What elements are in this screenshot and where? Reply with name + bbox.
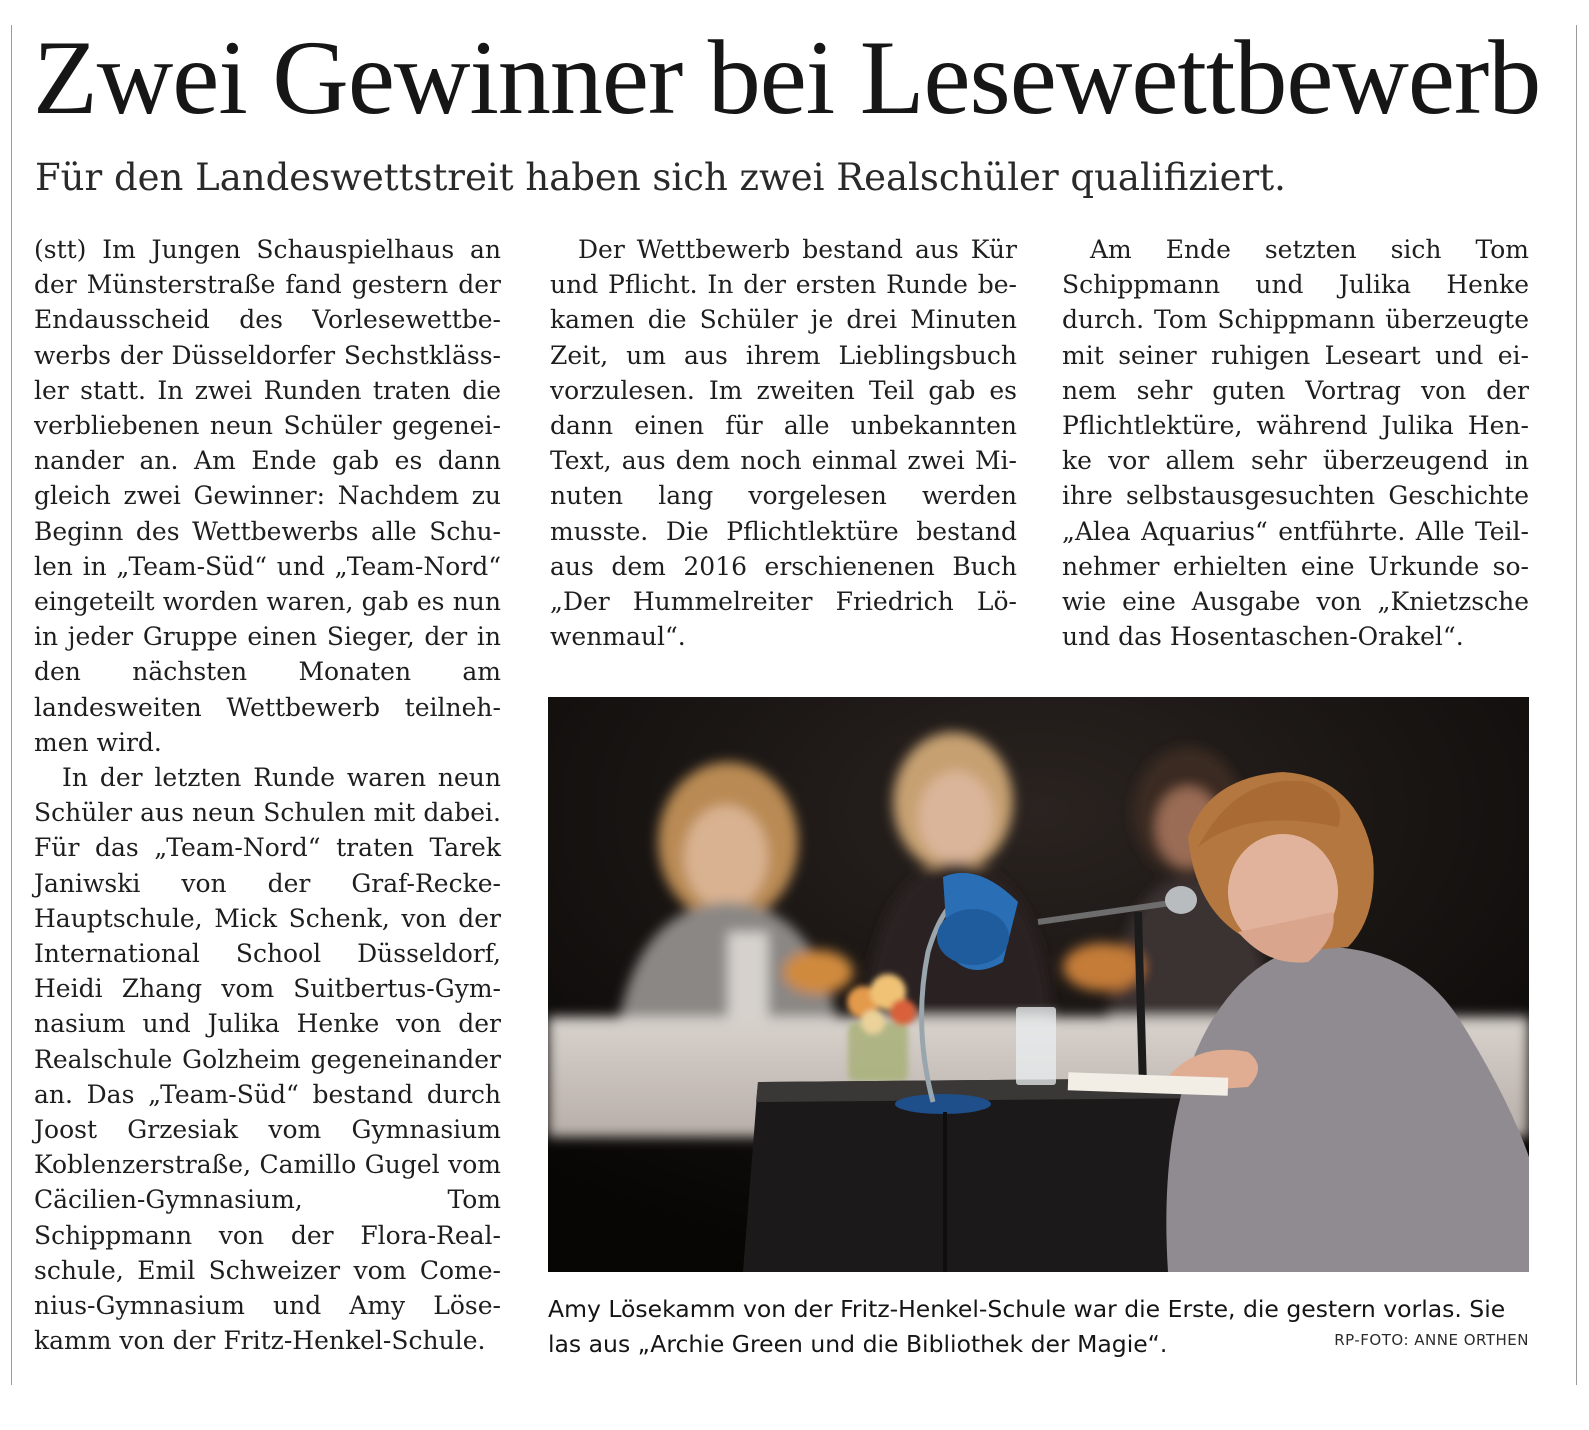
left-column-rule [11, 25, 12, 1385]
flower-vase [847, 974, 916, 1082]
paragraph-1: (stt) Im Jungen Schauspielhaus an der Münsterstraße fand gestern der Endausscheid des Vorlesewettbewerbs der Düsseldorfer Sechstklässler statt. In zwei Runden traten die verbliebenen neun Schüler gegeneinander an. Am Ende gab es dann gleich zwei Gewinner: Nachdem zu Beginn des Wettbewerbs alle Schulen in „Team-Süd“ und „Team-Nord“ eingeteilt worden waren, gab es nun in jeder Gruppe einen Sieger, der in den nächsten Monaten am landesweiten Wettbewerb teilnehmen wird. [34, 235, 501, 757]
caption-text: Amy Lösekamm von der Fritz-Henkel-Schule war die Erste, die gestern vorlas. Sie las aus „Archie Green und die Bibliothek der Magie“. [548, 1295, 1506, 1358]
text-column-1 [34, 232, 501, 1359]
photo-credit: RP-FOTO: ANNE ORTHEN [1334, 1331, 1529, 1349]
text-column-2 [550, 232, 1017, 654]
paragraph-3: Der Wettbewerb bestand aus Kür und Pflicht. In der ersten Runde bekamen die Schüler je drei Minuten Zeit, um aus ihrem Lieblingsbuch vorzulesen. Im zweiten Teil gab es dann einen für alle unbekannten Text, aus dem noch einmal zwei Minuten lang vorgelesen werden musste. Die Pflichtlektüre bestand aus dem 2016 erschienenen Buch „Der Hummelreiter Friedrich Löwenmaul“. [550, 235, 1017, 652]
reading-scene-image [548, 697, 1529, 1272]
headline: Zwei Gewinner bei Lesewettbewerb [33, 19, 1541, 136]
right-column-rule [1576, 25, 1577, 1385]
water-glass [1016, 1007, 1056, 1085]
photo-caption [548, 1292, 1529, 1362]
paragraph-4: Am Ende setzten sich Tom Schippmann und Julika Henke durch. Tom Schippmann überzeugte mit seiner ruhigen Leseart und einem sehr guten Vortrag von der Pflichtlektüre, während Julika Henke vor allem sehr überzeugend in ihre selbstausgesuchten Geschichte „Alea Aquarius“ entführte. Alle Teilnehmer erhielten eine Urkunde sowie eine Ausgabe von „Knietzsche und das Hosentaschen-Orakel“. [1062, 235, 1529, 652]
paragraph-2: In der letzten Runde waren neun Schüler aus neun Schulen mit dabei. Für das „Team-Nord“ traten Tarek Janiwski von der Graf-Recke-Hauptschule, Mick Schenk, von der International School Düsseldorf, Heidi Zhang vom Suitbertus-Gymnasium und Julika Henke von der Realschule Golzheim gegeneinander an. Das „Team-Süd“ bestand durch Joost Grzesiak vom Gymnasium Koblenzerstraße, Camillo Gugel vom Cäcilien-Gymnasium, Tom Schippmann von der Flora-Realschule, Emil Schweizer vom Comenius-Gymnasium und Amy Lösekamm von der Fritz-Henkel-Schule. [34, 763, 501, 1356]
text-column-3 [1062, 232, 1529, 654]
subheadline: Für den Landeswettstreit haben sich zwei Realschüler qualifiziert. [35, 156, 1286, 199]
article-photo [548, 697, 1529, 1272]
